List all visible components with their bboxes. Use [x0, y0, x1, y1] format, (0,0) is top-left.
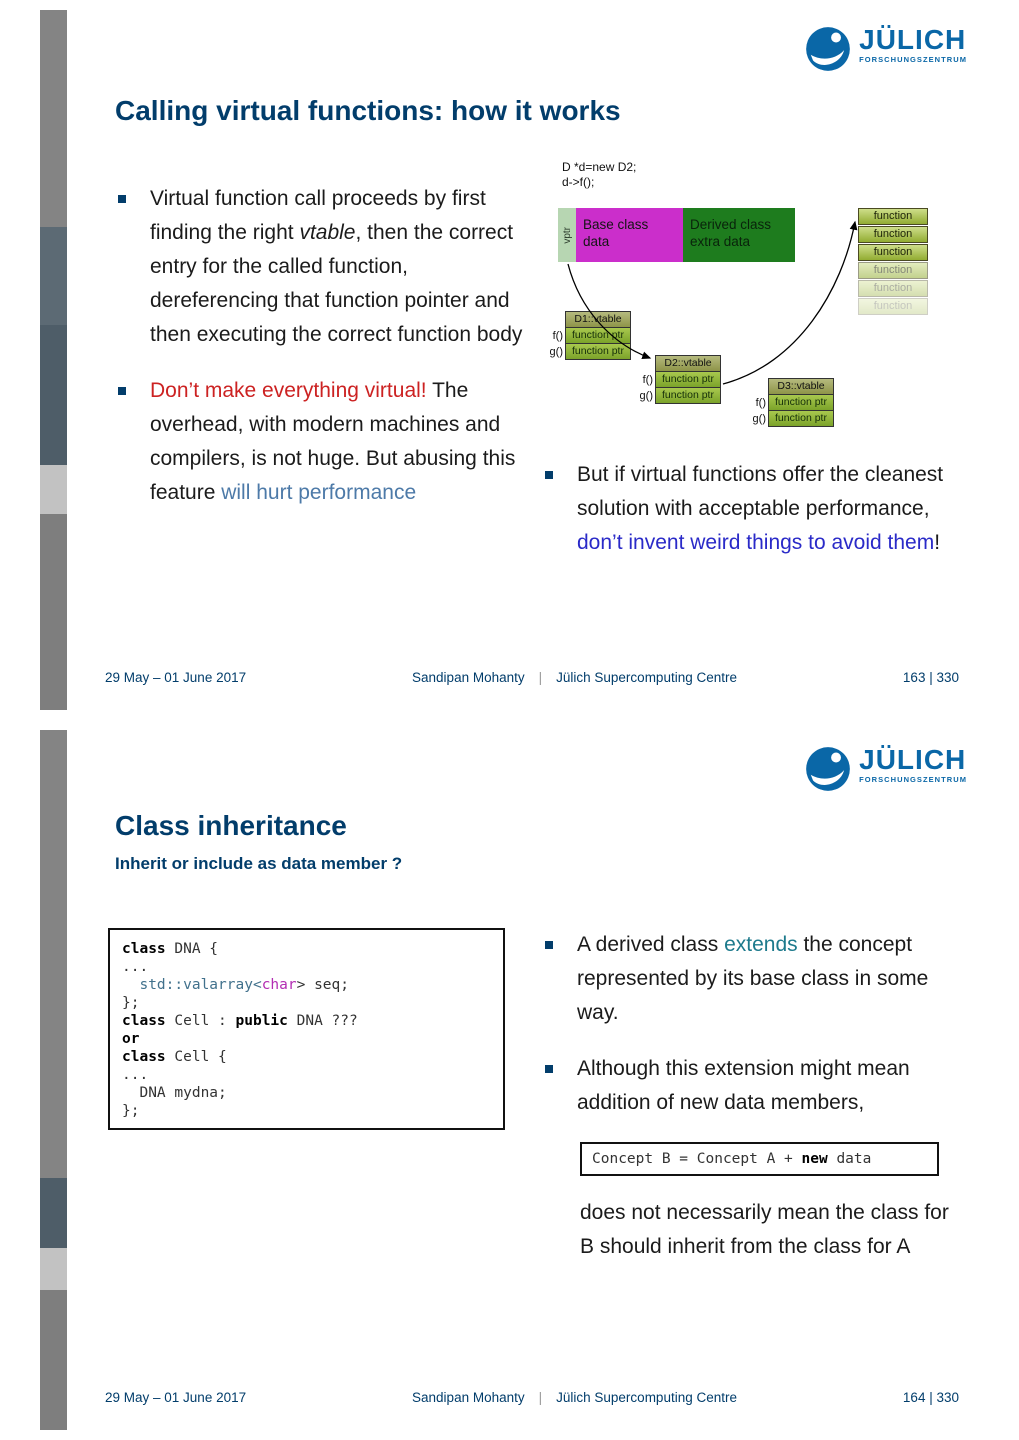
bar-segment	[40, 325, 67, 465]
diagram-code-snippet	[562, 160, 636, 190]
function-slot: function	[858, 226, 928, 243]
bar-segment	[40, 1290, 67, 1430]
bullet-text	[577, 928, 965, 1030]
code-line: or	[122, 1031, 140, 1047]
vtable-entry-label: f()	[755, 397, 766, 409]
code-keyword-char: char	[261, 977, 297, 993]
code-keyword: public	[235, 1013, 288, 1029]
juelich-logo-icon	[805, 746, 851, 792]
vtable-d1	[549, 311, 631, 360]
bullet-marker	[118, 387, 126, 395]
vtable-entry: function ptr	[565, 344, 631, 360]
text-run-italic: vtable	[299, 221, 356, 244]
footer-date: 29 May – 01 June 2017	[105, 670, 247, 685]
code-text: DNA ???	[287, 1013, 358, 1029]
bar-segment	[40, 1248, 67, 1290]
logo-subtitle: FORSCHUNGSZENTRUM	[859, 775, 967, 784]
bullet-text	[150, 374, 526, 510]
code-line: D *d=new D2;	[562, 160, 637, 174]
juelich-logo-text	[859, 26, 967, 64]
vptr-label: vptr	[561, 226, 573, 244]
bar-segment	[40, 730, 67, 1178]
footer-separator: |	[538, 670, 543, 685]
text-run-emph: will hurt performance	[221, 481, 417, 504]
code-line	[122, 1048, 491, 1066]
code-line: ...	[122, 1067, 149, 1083]
bullet-virtual-call	[118, 182, 526, 352]
sidebar-accent-bar	[40, 10, 67, 710]
code-line	[122, 940, 491, 958]
vtable-title: D1::vtable	[565, 311, 631, 328]
footer-author: Sandipan Mohanty	[412, 1390, 525, 1405]
juelich-logo	[805, 26, 967, 72]
vtable-entry-label: g()	[549, 346, 563, 358]
bar-segment	[40, 227, 67, 325]
vtable-title: D2::vtable	[655, 355, 721, 372]
vtable-entry: function ptr	[655, 372, 721, 388]
code-line: d->f();	[562, 175, 595, 189]
juelich-logo-icon	[805, 26, 851, 72]
slide2-right-column	[545, 928, 965, 1264]
text-run: The overhead, with modern machines and compilers, is not huge. But abusing this feature	[150, 379, 516, 504]
slide-virtual-functions	[0, 10, 1019, 710]
code-line: };	[122, 995, 140, 1011]
vtable-title: D3::vtable	[768, 378, 834, 395]
vtable-d3	[752, 378, 834, 427]
bullet-cleanest-solution	[545, 458, 950, 560]
function-slot: function	[858, 280, 928, 297]
text-run-alert: Don’t make everything virtual!	[150, 379, 427, 402]
vtable-entry-label: f()	[552, 330, 563, 342]
function-slot: function	[858, 298, 928, 315]
function-body-stack	[858, 208, 928, 316]
code-text: data	[827, 1151, 872, 1167]
object-memory-layout	[558, 208, 795, 262]
code-text: Cell :	[165, 1013, 236, 1029]
footer-separator: |	[538, 1390, 543, 1405]
bullet-marker	[545, 941, 553, 949]
bullet-text	[577, 458, 950, 560]
bar-segment	[40, 465, 67, 514]
vptr-cell	[558, 208, 576, 262]
function-slot: function	[858, 262, 928, 279]
bar-segment	[40, 10, 67, 227]
code-text: Cell {	[165, 1049, 227, 1065]
page-subtitle: Inherit or include as data member ?	[115, 854, 403, 873]
slide-footer	[0, 1390, 1019, 1405]
logo-subtitle: FORSCHUNGSZENTRUM	[859, 55, 967, 64]
bullet-marker	[545, 471, 553, 479]
text-run: A derived class	[577, 933, 725, 956]
text-run: , then the correct entry for the called function, dereferencing that function pointer and then executing the correct function body	[150, 221, 523, 346]
bullet-marker	[118, 195, 126, 203]
code-keyword: class	[122, 1013, 166, 1029]
slide-footer	[0, 670, 1019, 685]
code-keyword: new	[801, 1151, 828, 1167]
code-line: };	[122, 1103, 140, 1119]
juelich-logo	[805, 746, 967, 792]
text-run-emph: don’t invent weird things to avoid them	[577, 531, 935, 554]
code-keyword: class	[122, 941, 166, 957]
footer-centre: Jülich Supercomputing Centre	[556, 670, 737, 685]
logo-wordmark: JÜLICH	[859, 744, 967, 775]
slide1-right-column	[545, 458, 950, 560]
footer-page-number: 163 | 330	[902, 670, 959, 685]
bullet-marker	[545, 1065, 553, 1073]
vtable-entry-label: f()	[642, 374, 653, 386]
vtable-diagram	[540, 158, 980, 458]
juelich-logo-text	[859, 746, 967, 784]
code-type: std::valarray<	[122, 977, 262, 993]
function-slot: function	[858, 208, 928, 225]
vtable-entry: function ptr	[768, 411, 834, 427]
footer-centre: Jülich Supercomputing Centre	[556, 1390, 737, 1405]
bullet-text	[150, 182, 526, 352]
footer-author-centre	[405, 1390, 744, 1405]
footer-page-number: 164 | 330	[902, 1390, 959, 1405]
code-line: DNA mydna;	[122, 1085, 227, 1101]
bar-segment	[40, 1178, 67, 1248]
code-text: Concept B = Concept A +	[592, 1151, 802, 1167]
slide1-left-column	[118, 182, 526, 510]
base-class-data-box: Base class data	[576, 208, 683, 262]
bullet-dont-virtual	[118, 374, 526, 510]
page-title: Calling virtual functions: how it works	[115, 95, 621, 126]
page-title: Class inheritance	[115, 810, 347, 841]
text-run-emph: extends	[724, 933, 798, 956]
text-run: But if virtual functions offer the cleanest solution with acceptable performance,	[577, 463, 944, 520]
logo-wordmark: JÜLICH	[859, 24, 967, 55]
code-keyword: class	[122, 1049, 166, 1065]
vtable-entry: function ptr	[655, 388, 721, 404]
code-line: ...	[122, 959, 149, 975]
derived-class-data-box: Derived class extra data	[683, 208, 795, 262]
text-run: the concept represented by its base class in some way.	[577, 933, 929, 1024]
vtable-entry: function ptr	[565, 328, 631, 344]
code-text: DNA {	[165, 941, 219, 957]
text-run: !	[934, 531, 941, 554]
vtable-entry-label: g()	[639, 390, 653, 402]
function-slot: function	[858, 244, 928, 261]
code-line	[122, 1012, 491, 1030]
code-text: > seq;	[296, 977, 349, 993]
footer-author: Sandipan Mohanty	[412, 670, 525, 685]
bullet-extension	[545, 1052, 965, 1120]
code-line	[122, 976, 491, 994]
sidebar-accent-bar	[40, 730, 67, 1430]
footer-author-centre	[405, 670, 744, 685]
text-run: Virtual function call proceeds by first finding the right	[150, 187, 486, 244]
code-block-dna-cell	[108, 928, 505, 1130]
bullet-extends	[545, 928, 965, 1030]
bullet-text: Although this extension might mean addition of new data members,	[577, 1057, 910, 1114]
footer-date: 29 May – 01 June 2017	[105, 1390, 247, 1405]
vtable-d2	[639, 355, 721, 404]
continuation-paragraph: does not necessarily mean the class for B should inherit from the class for A	[580, 1201, 949, 1258]
vtable-entry-label: g()	[752, 413, 766, 425]
vtable-entry: function ptr	[768, 395, 834, 411]
slide-class-inheritance	[0, 730, 1019, 1430]
concept-equation-box	[580, 1142, 939, 1176]
